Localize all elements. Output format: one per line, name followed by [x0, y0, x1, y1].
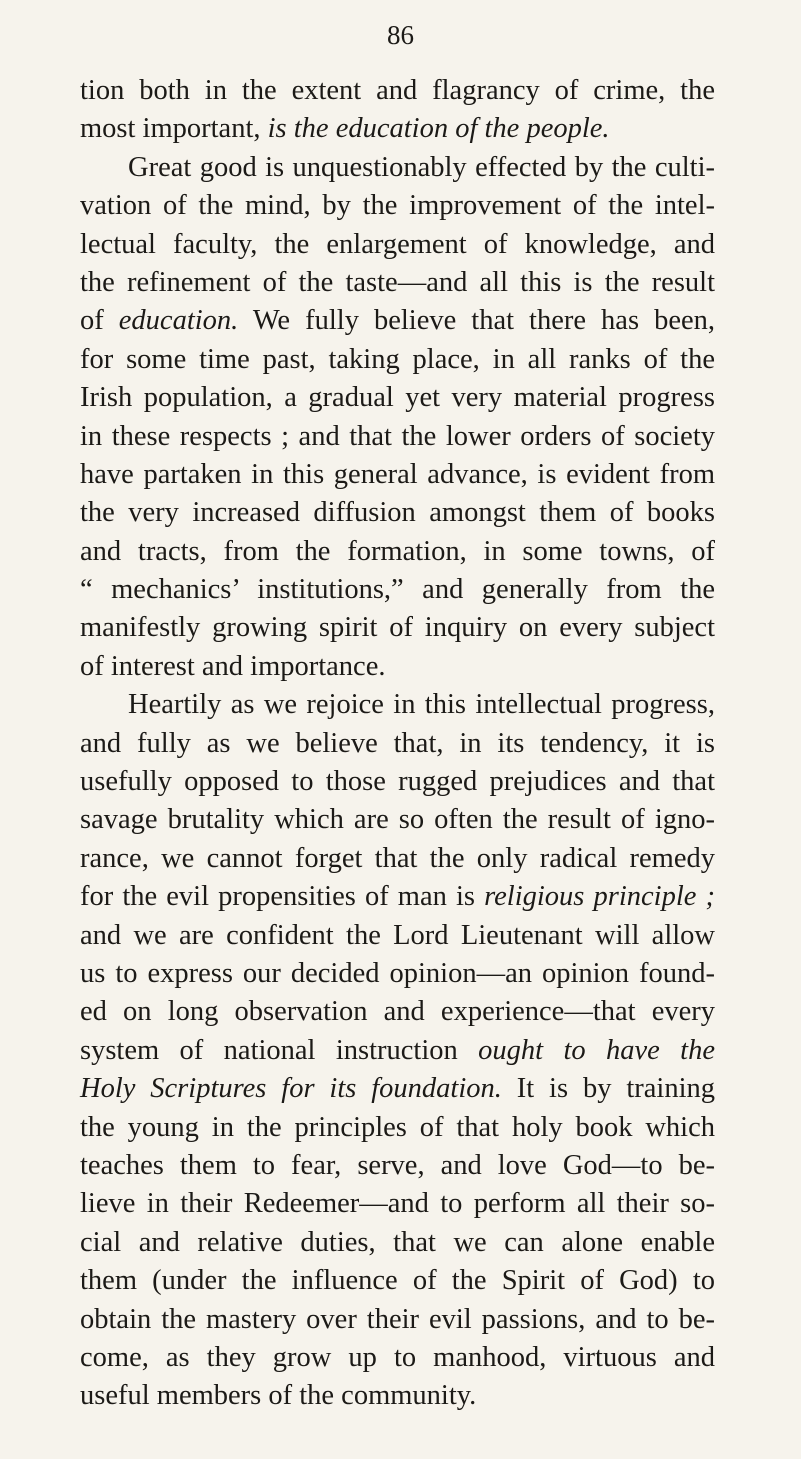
text-line	[80, 494, 715, 532]
text-line	[80, 840, 715, 878]
text-line	[80, 725, 715, 763]
text-segment: the refinement of the taste—and all this is the result	[80, 266, 715, 298]
text-segment: lectual faculty, the enlargement of knowledge, and	[80, 228, 715, 260]
text-segment: obtain the mastery over their evil passions, and to be-	[80, 1303, 715, 1335]
text-segment: in these respects ; and that the lower orders of society	[80, 420, 715, 452]
text-line	[80, 878, 715, 916]
italic-text: education.	[118, 305, 239, 337]
text-segment: savage brutality which are so often the result of igno-	[80, 804, 715, 836]
text-segment: and fully as we believe that, in its tendency, it is	[80, 727, 715, 759]
text-segment: manifestly growing spirit of inquiry on every subject	[80, 612, 715, 644]
text-line	[80, 1070, 715, 1108]
text-segment: Great good is unquestionably effected by the culti-	[128, 151, 715, 183]
text-line	[80, 571, 715, 609]
text-segment: and we are confident the Lord Lieutenant will allow	[80, 919, 715, 951]
italic-text: ought to have the	[478, 1034, 715, 1066]
text-segment: for the evil propensities of man is	[80, 881, 485, 913]
text-segment: us to express our decided opinion—an opinion found-	[80, 957, 715, 989]
text-line	[80, 72, 715, 110]
text-segment: teaches them to fear, serve, and love God—to be-	[80, 1149, 715, 1181]
text-line	[80, 1377, 715, 1415]
text-line	[80, 1147, 715, 1185]
text-segment: Heartily as we rejoice in this intellectual progress,	[128, 689, 715, 721]
text-line	[80, 993, 715, 1031]
text-line	[80, 609, 715, 647]
italic-text: Holy Scriptures for its foundation.	[80, 1073, 502, 1105]
text-segment: them (under the influence of the Spirit of God) to	[80, 1265, 715, 1297]
text-line	[80, 187, 715, 225]
text-line	[80, 418, 715, 456]
italic-text: is the education of the people.	[267, 113, 610, 145]
text-line	[80, 533, 715, 571]
text-segment: usefully opposed to those rugged prejudices and that	[80, 766, 715, 798]
text-segment: and tracts, from the formation, in some towns, of	[80, 535, 715, 567]
text-line	[80, 1032, 715, 1070]
text-line	[80, 1185, 715, 1223]
text-segment: lieve in their Redeemer—and to perform all their so-	[80, 1188, 715, 1220]
text-line	[80, 341, 715, 379]
text-line	[80, 1109, 715, 1147]
text-line	[80, 686, 715, 724]
text-line	[80, 1339, 715, 1377]
text-segment: “ mechanics’ institutions,” and generally from the	[80, 574, 715, 606]
text-line	[80, 763, 715, 801]
text-segment: of	[80, 305, 119, 337]
text-line	[80, 149, 715, 187]
text-segment: have partaken in this general advance, is evident from	[80, 458, 715, 490]
text-segment: most important,	[80, 113, 268, 145]
text-line	[80, 456, 715, 494]
text-line	[80, 955, 715, 993]
text-segment: ed on long observation and experience—that every	[80, 996, 715, 1028]
text-line	[80, 917, 715, 955]
text-segment: Irish population, a gradual yet very material progress	[80, 382, 715, 414]
text-line	[80, 110, 715, 148]
body-text	[80, 72, 715, 1416]
text-segment: the very increased diffusion amongst them of books	[80, 497, 715, 529]
text-segment: tion both in the extent and flagrancy of crime, the	[80, 75, 715, 106]
text-segment: the young in the principles of that holy book which	[80, 1111, 715, 1143]
italic-text: religious principle ;	[484, 881, 715, 913]
text-segment: cial and relative duties, that we can alone enable	[80, 1226, 715, 1258]
text-line	[80, 801, 715, 839]
text-segment: vation of the mind, by the improvement of the intel-	[80, 190, 715, 222]
text-segment: rance, we cannot forget that the only radical remedy	[80, 842, 715, 874]
text-segment: We fully believe that there has been,	[238, 305, 715, 337]
text-line	[80, 379, 715, 417]
text-line	[80, 1224, 715, 1262]
text-line	[80, 1301, 715, 1339]
page-number: 86	[387, 20, 414, 50]
text-segment: of interest and importance.	[80, 650, 386, 682]
text-segment: useful members of the community.	[80, 1380, 477, 1412]
text-line	[80, 226, 715, 264]
text-line	[80, 302, 715, 340]
text-segment: for some time past, taking place, in all ranks of the	[80, 343, 715, 375]
text-line	[80, 1262, 715, 1300]
text-segment: system of national instruction	[80, 1034, 479, 1066]
text-segment: come, as they grow up to manhood, virtuous and	[80, 1341, 715, 1373]
text-line	[80, 264, 715, 302]
text-line	[80, 648, 715, 686]
text-segment: It is by training	[501, 1073, 715, 1105]
